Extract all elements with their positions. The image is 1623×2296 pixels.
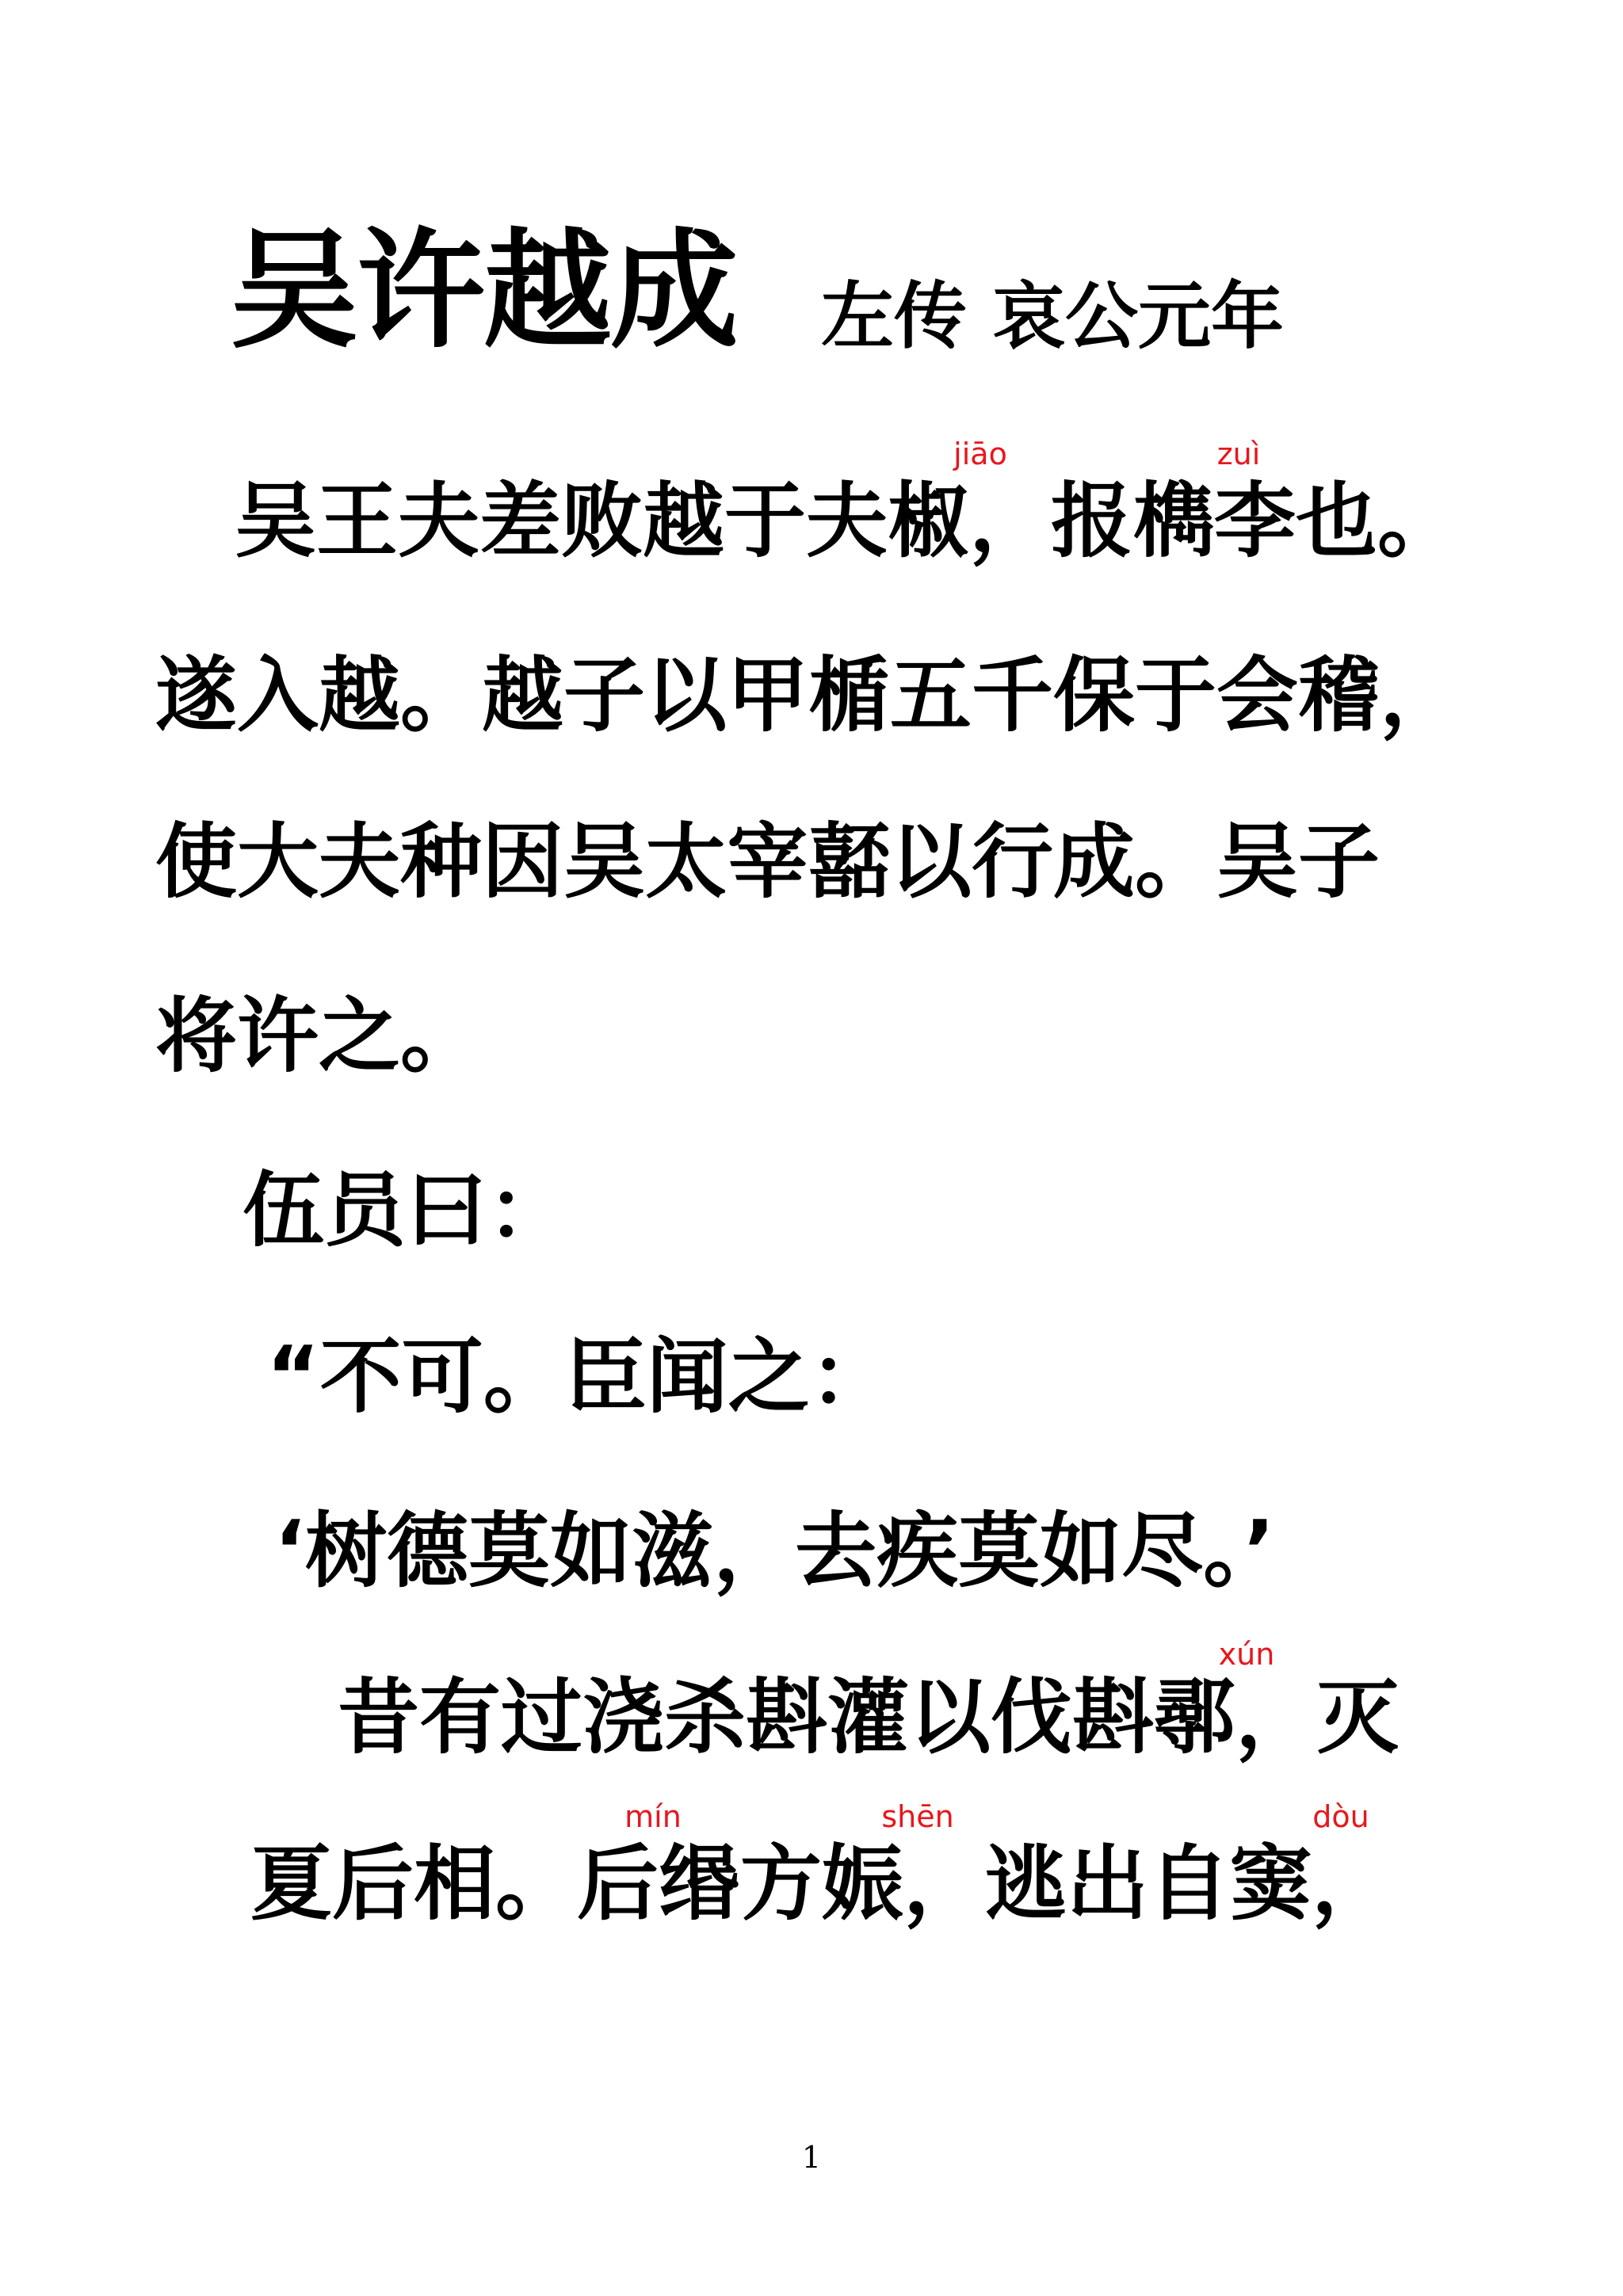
text-line: 夏后相。后缗方娠，逃出自窦， [250, 1836, 1393, 1932]
text-line: 将许之。 [155, 989, 482, 1084]
text-line: ‘树德莫如滋，去疾莫如尽。’ [274, 1504, 1275, 1599]
pinyin-annotation: xún [1218, 1637, 1275, 1672]
document-subtitle: 左传 哀公元年 [821, 274, 1285, 359]
text-line: 使大夫种因吴太宰嚭以行成。吴子 [155, 814, 1380, 910]
text-line: 吴王夫差败越于夫椒，报檇李也。 [235, 474, 1459, 569]
text-line: 遂入越。越子以甲楯五千保于会稽， [155, 648, 1461, 743]
text-line: 伍员曰： [242, 1163, 569, 1258]
pinyin-annotation: zuì [1216, 437, 1261, 471]
page-number: 1 [801, 2140, 822, 2175]
document-title: 吴许越成 [230, 217, 737, 366]
text-line: 昔有过浇杀斟灌以伐斟鄩，灭 [338, 1670, 1399, 1765]
pinyin-annotation: mín [624, 1799, 682, 1834]
text-line: “不可。臣闻之： [266, 1329, 892, 1425]
pinyin-annotation: jiāo [953, 437, 1007, 471]
pinyin-annotation: shēn [881, 1799, 954, 1834]
pinyin-annotation: dòu [1312, 1799, 1369, 1834]
